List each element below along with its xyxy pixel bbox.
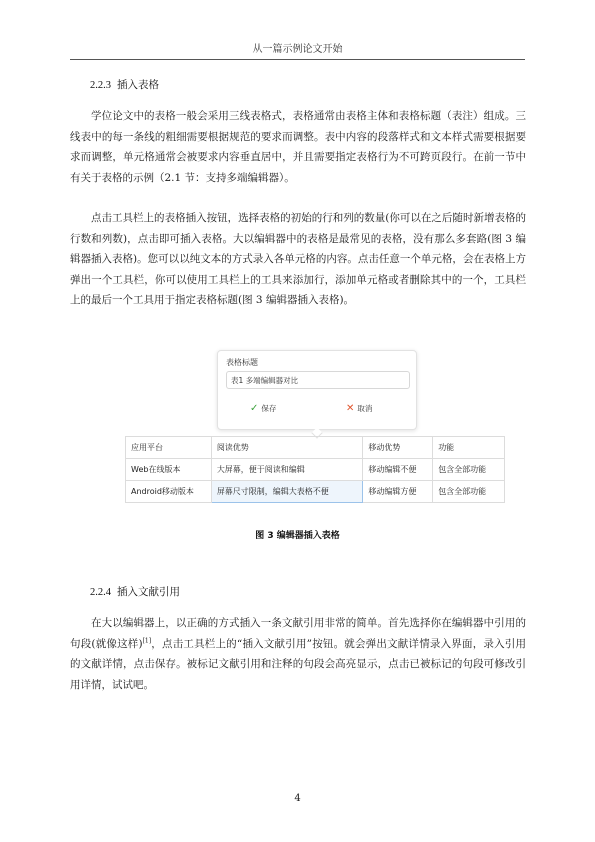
close-icon: ✕ bbox=[346, 403, 355, 414]
table-cell[interactable]: 移动编辑方便 bbox=[363, 481, 433, 503]
editor-figure bbox=[125, 350, 505, 510]
header-title: 从一篇示例论文开始 bbox=[252, 44, 343, 55]
table-cell[interactable]: 功能 bbox=[433, 437, 505, 459]
table-row bbox=[126, 459, 505, 481]
table-cell[interactable]: Web在线版本 bbox=[126, 459, 212, 481]
table-caption-popup bbox=[217, 350, 417, 430]
paragraph-insert-citation bbox=[70, 613, 526, 695]
save-label: 保存 bbox=[261, 404, 277, 413]
page-number: 4 bbox=[294, 793, 301, 804]
paragraph-insert-table: 点击工具栏上的表格插入按钮，选择表格的初始的行和列的数量(你可以在之后随时新增表格的行数和列数)，点击即可插入表格。大以编辑器中的表格是最常见的表格，没有那么多套路(图 3 编辑器插入表格)。您可以以纯文本的方式录入各单元格的内容。点击任意一个单元格，会在表格上方弹出一个工具栏，你可以使用工具栏上的工具来添加行，添加单元格或者删除其中的一个，工具栏上的最后一个工具用于指定表格标题(图 3 编辑器插入表格)。 bbox=[70, 212, 526, 306]
citation-text-before: 在大以编辑器上，以正确的方式插入一条文献引用非常的简单。首先选择你在编辑器中引用的句段(就像这样) bbox=[70, 617, 526, 650]
check-icon: ✓ bbox=[250, 403, 259, 414]
table-cell[interactable]: 移动优势 bbox=[363, 437, 433, 459]
citation-marker[interactable]: [1] bbox=[142, 637, 152, 644]
section-heading-2-2-3 bbox=[90, 77, 159, 92]
section-title: 插入文献引用 bbox=[117, 586, 180, 598]
section-title: 插入表格 bbox=[117, 79, 159, 91]
selected-table-cell[interactable]: 屏幕尺寸限制，编辑大表格不便 bbox=[211, 481, 363, 503]
table-cell[interactable]: Android移动版本 bbox=[126, 481, 212, 503]
table-row bbox=[126, 481, 505, 503]
paragraph-three-line-table: 学位论文中的表格一般会采用三线表格式，表格通常由表格主体和表格标题（表注）组成。三线表中的每一条线的粗细需要根据规范的要求而调整。表中内容的段落样式和文本样式需要根据要求而调整，单元格通常会被要求内容垂直居中，并且需要指定表格行为不可跨页段行。在前一节中有关于表格的示例（2.1 节：支持多端编辑器）。 bbox=[70, 110, 526, 184]
table-cell[interactable]: 包含全部功能 bbox=[433, 459, 505, 481]
editor-table bbox=[125, 436, 505, 503]
table-cell[interactable]: 阅读优势 bbox=[211, 437, 363, 459]
popup-title: 表格标题 bbox=[226, 358, 258, 367]
save-button[interactable] bbox=[250, 403, 276, 414]
table-cell[interactable]: 应用平台 bbox=[126, 437, 212, 459]
cancel-label: 取消 bbox=[357, 404, 373, 413]
section-number: 2.2.3 bbox=[90, 80, 111, 91]
table-cell[interactable]: 大屏幕，便于阅读和编辑 bbox=[211, 459, 363, 481]
section-heading-2-2-4 bbox=[90, 584, 180, 599]
table-row bbox=[126, 437, 505, 459]
table-cell[interactable]: 移动编辑不便 bbox=[363, 459, 433, 481]
page-header bbox=[70, 40, 525, 60]
caption-input[interactable]: 表1 多端编辑器对比 bbox=[226, 371, 410, 389]
cancel-button[interactable] bbox=[346, 403, 372, 414]
table-cell[interactable]: 包含全部功能 bbox=[433, 481, 505, 503]
figure-caption: 图 3 编辑器插入表格 bbox=[255, 531, 340, 541]
section-number: 2.2.4 bbox=[90, 587, 111, 598]
citation-text-after: ，点击工具栏上的“插入文献引用”按钮。就会弹出文献详情录入界面，录入引用的文献详情，点击保存。被标记文献引用和注释的句段会高亮显示，点击已被标记的句段可修改引用详情，试试吧。 bbox=[70, 637, 526, 691]
